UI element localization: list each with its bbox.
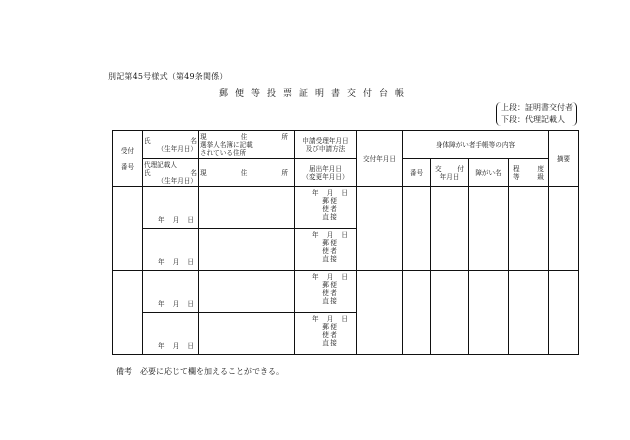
form-label: 別記第45号様式（第49条関係） — [108, 72, 228, 81]
birth-date-cell[interactable]: 年 月 日 — [143, 187, 199, 229]
header-application: 申請受理年月日 及び申請方法 — [295, 131, 357, 159]
cert-issue-cell[interactable] — [431, 271, 469, 355]
header-name: 氏 名 （生年月日） — [143, 131, 199, 159]
note-lower: 下段：代理記載人 — [501, 115, 565, 124]
header-issue-date: 交付年月日 — [357, 131, 403, 187]
table-row — [113, 271, 579, 313]
grade-cell[interactable] — [509, 187, 549, 271]
grade-cell[interactable] — [509, 271, 549, 355]
receipt-number-cell[interactable] — [113, 271, 143, 355]
disability-name-cell[interactable] — [469, 187, 509, 271]
header-cert-issue: 交 付 年月日 — [431, 159, 469, 187]
header-grade: 程 度 等 級 — [509, 159, 549, 187]
disability-name-cell[interactable] — [469, 271, 509, 355]
header-notification: 届出年月日 （変更年月日） — [295, 159, 357, 187]
header-disability-certificate: 身体障がい者手帳等の内容 — [403, 131, 549, 159]
issue-date-cell[interactable] — [357, 271, 403, 355]
bracket-note — [496, 102, 577, 126]
header-disability-name: 障がい名 — [469, 159, 509, 187]
table-row — [113, 187, 579, 229]
receipt-number-cell[interactable] — [113, 187, 143, 271]
cert-number-cell[interactable] — [403, 271, 431, 355]
cert-number-cell[interactable] — [403, 187, 431, 271]
application-cell[interactable]: 年 月 日 郵 便 使 者 直 接 — [295, 271, 357, 313]
birth-date-cell[interactable]: 年 月 日 — [143, 271, 199, 313]
remarks-cell[interactable] — [549, 271, 579, 355]
remarks-cell[interactable] — [549, 187, 579, 271]
proxy-birth-date-cell[interactable]: 年 月 日 — [143, 313, 199, 355]
ledger-table — [112, 130, 579, 355]
application-cell[interactable]: 年 月 日 郵 便 使 者 直 接 — [295, 187, 357, 229]
header-cert-number: 番号 — [403, 159, 431, 187]
address-cell[interactable] — [199, 187, 295, 229]
proxy-birth-date-cell[interactable]: 年 月 日 — [143, 229, 199, 271]
remarks-note: 備考 必要に応じて欄を加えることができる。 — [116, 367, 284, 376]
document-title: 郵便等投票証明書交付台帳 — [218, 89, 411, 99]
issue-date-cell[interactable] — [357, 187, 403, 271]
header-proxy: 代理記載人 氏 名 （生年月日） — [144, 160, 197, 185]
proxy-address-cell[interactable] — [199, 229, 295, 271]
header-current-address: 現 住 所 選挙人名簿に記載 されている住所 — [199, 131, 295, 159]
notification-cell[interactable]: 年 月 日 郵 便 使 者 直 接 — [295, 313, 357, 355]
header-remarks: 摘要 — [549, 131, 579, 187]
address-cell[interactable] — [199, 271, 295, 313]
header-receipt: 受付 番号 — [113, 131, 143, 187]
cert-issue-cell[interactable] — [431, 187, 469, 271]
header-proxy-address: 現 住 所 — [199, 159, 295, 187]
proxy-address-cell[interactable] — [199, 313, 295, 355]
note-upper: 上段：証明書交付者 — [501, 103, 573, 112]
notification-cell[interactable]: 年 月 日 郵 便 使 者 直 接 — [295, 229, 357, 271]
